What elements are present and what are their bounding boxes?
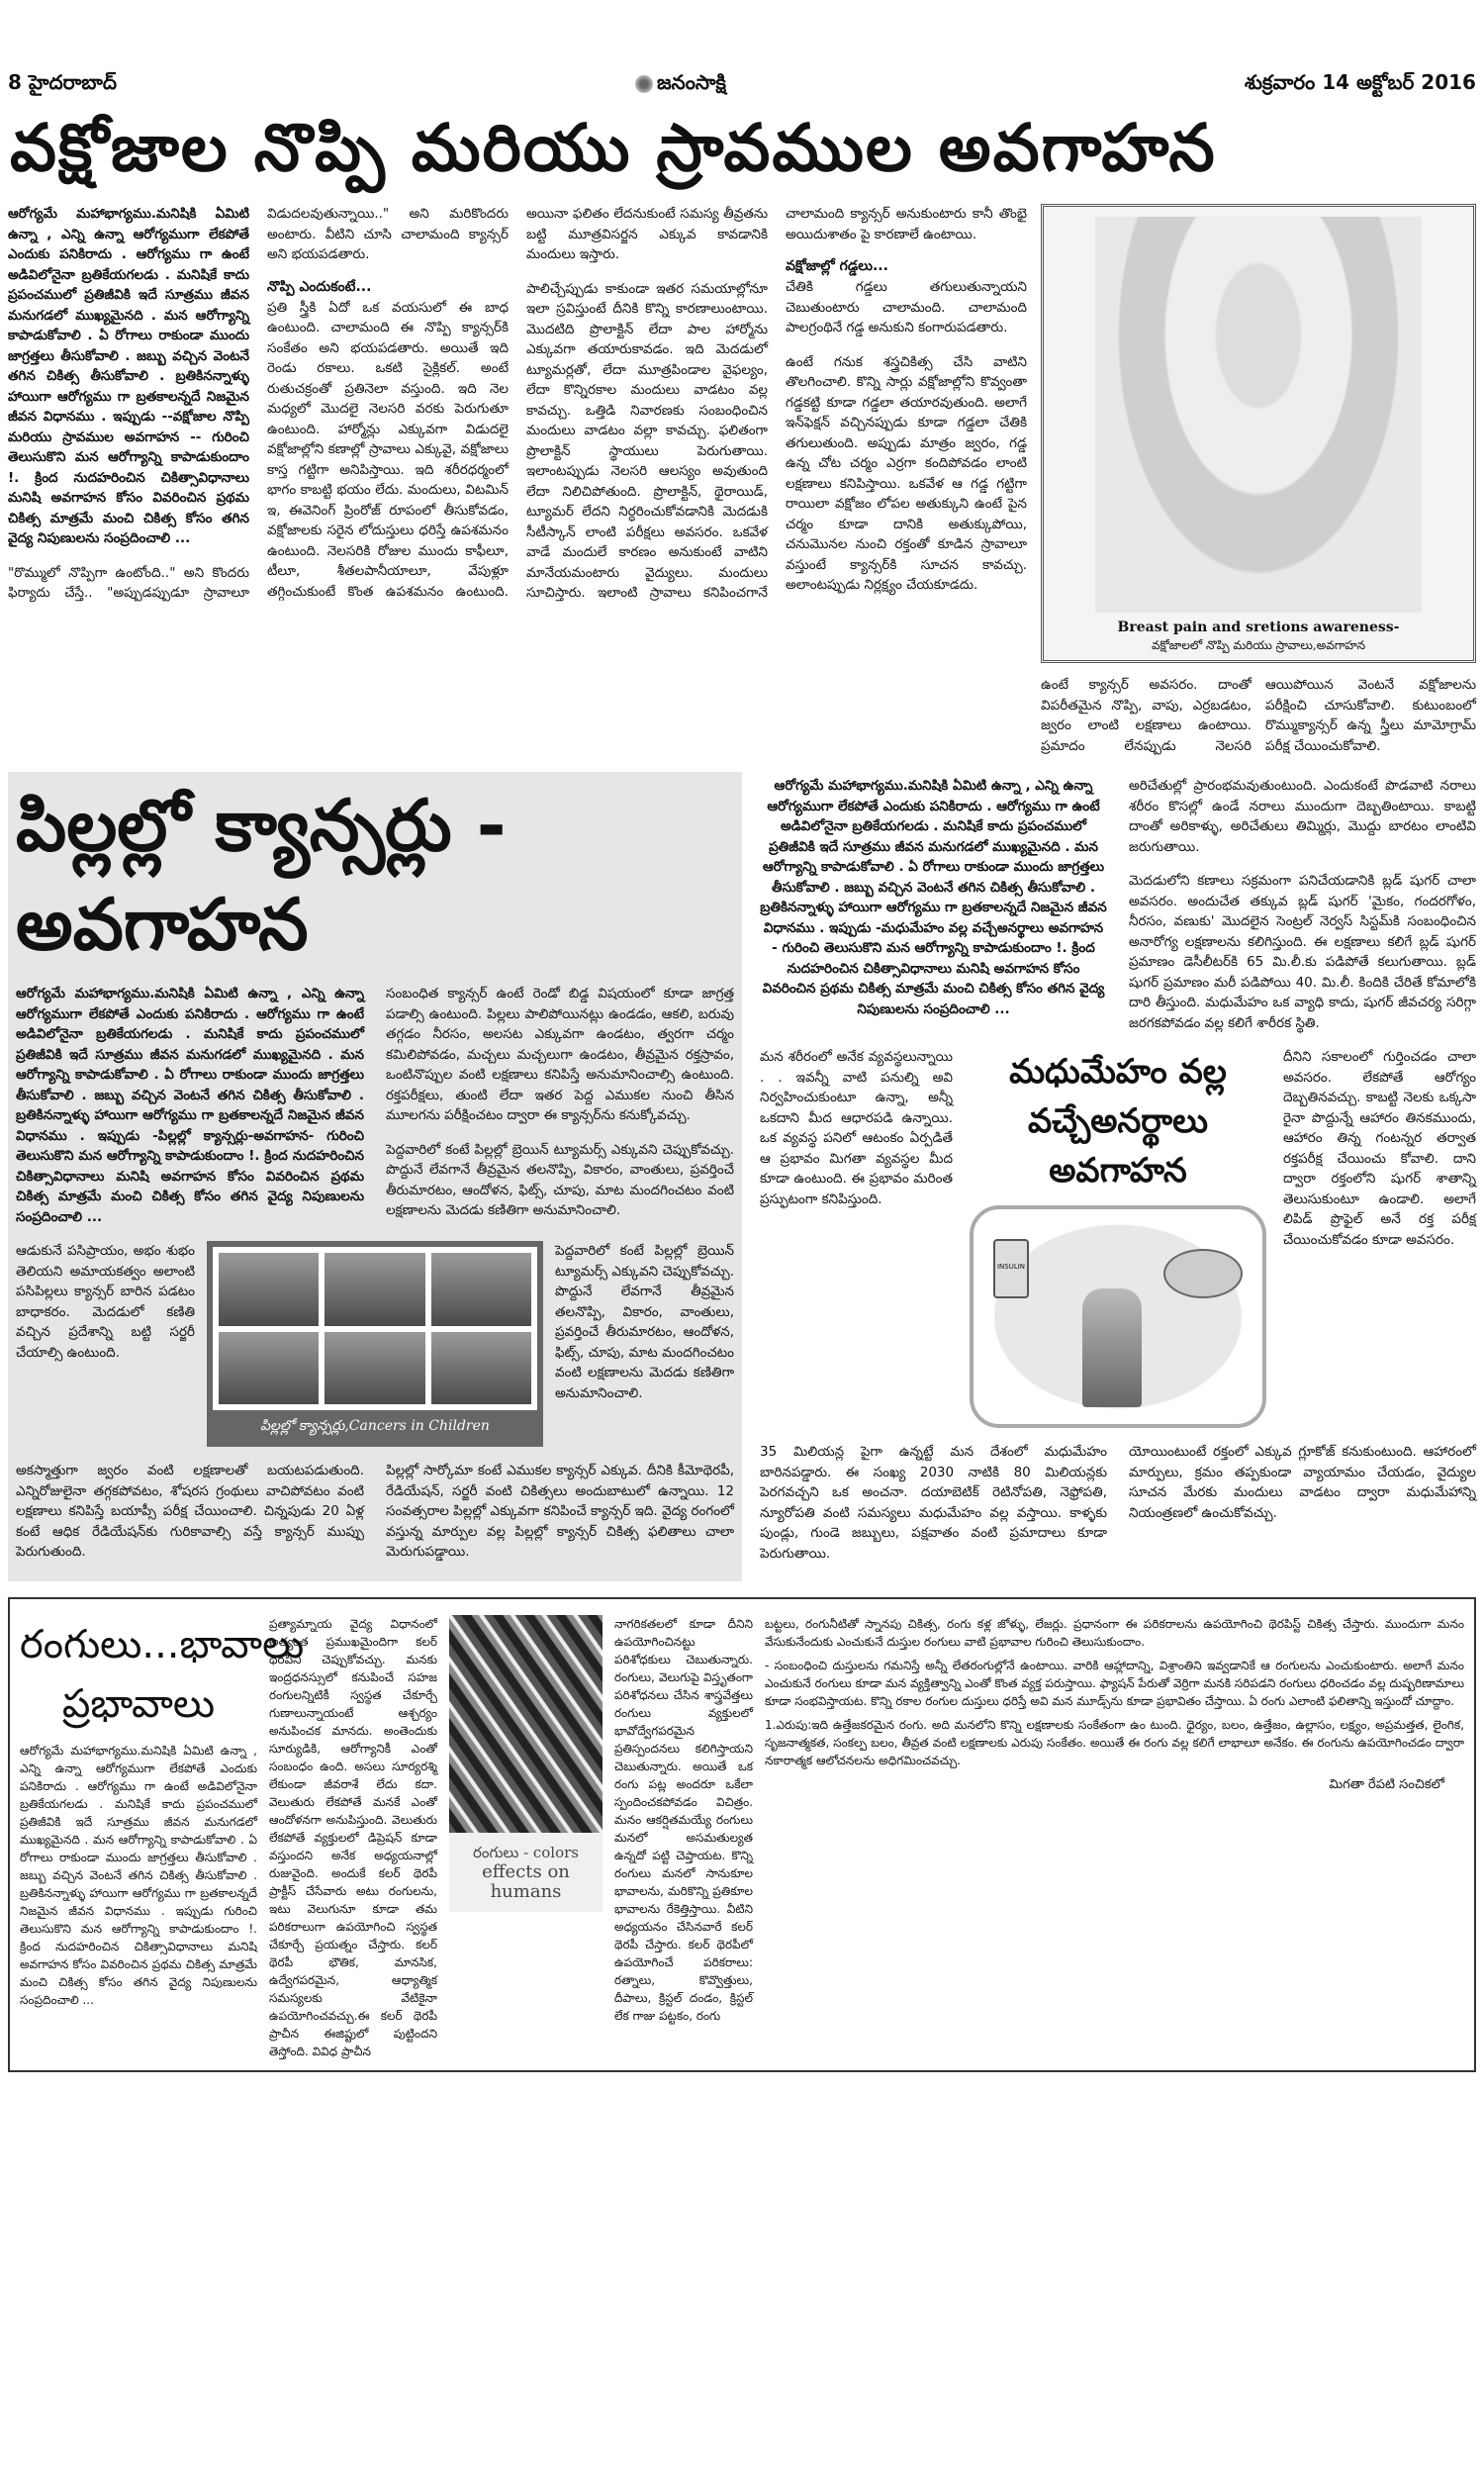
photo: [219, 1253, 319, 1326]
logo-icon: [635, 75, 653, 93]
subhead: వక్షోజాల్లో గడ్డలు...: [786, 258, 888, 274]
image-caption: రంగులు - colors effects on humans: [449, 1833, 603, 1912]
article1: [8, 204, 1476, 756]
article2-headline: పిల్లల్లో క్యాన్సర్లు - అవగాహన: [16, 784, 507, 966]
insulin-bottle-icon: INSULIN: [993, 1239, 1029, 1298]
treadmill-runner-icon: [1082, 1288, 1142, 1407]
newspaper-logo: జనంసాక్షి: [635, 70, 726, 99]
issue-date: శుక్రవారం 14 అక్టోబర్ 2016: [1244, 69, 1476, 94]
image-caption: పిల్లల్లో క్యాన్సర్లు,Cancers in Children: [260, 1418, 490, 1434]
food-plate-icon: [1163, 1249, 1243, 1298]
article1-intro: ఆరోగ్యమే మహాభాగ్యము.మనిషికి ఏమిటి ఉన్నా , ఎన్ని ఉన్నా ఆరోగ్యముగా లేకపోతే ఎందుకు పనికిరాదు . ఆరోగ్యము గా ఉంటే అడివిలోనైనా బ్రతికేయగలడు . మనిషికే కాదు ప్రపంచములో ప్రతిజీవికి ఇదే సూత్రము జీవన మనుగడలో ముఖ్యమైనది . మన ఆరోగ్యాన్ని కాపాడుకోవాలి . ఏ రోగాలు రాకుండా ముందు జాగ్రత్తలు తీసుకోవాలి . జబ్బు వచ్చిన వెంటనే తగిన చికిత్స తీసుకోవాలి . బ్రతికినన్నాళ్ళు హాయిగా ఆరోగ్యము గా బ్రతకాలన్నదే నిజమైన జీవన విధానము . ఇప్పుడు --వక్షోజాల నొప్పి మరియు స్రావముల అవగాహన -- గురించి తెలుసుకొని మన ఆరోగ్యాన్ని కాపాడుకుందాం !. క్రింద నుదహరించిన చికిత్సావిధానాలు మనిషి అవగాహన కోసం వివరించిన ప్రథమ చికిత్స మాత్రమే మంచి చికిత్స కోసం తగిన వైద్య నిపుణులను సంప్రదించాలి ...: [8, 206, 249, 546]
article2-children-cancer: పిల్లల్లో క్యాన్సర్లు - అవగాహన ఆరోగ్యమే మహాభాగ్యము.మనిషికి ఏమిటి ఉన్నా , ఎన్ని ఉన్నా ఆరోగ్యముగా లేకపోతే ఎందుకు పనికిరాదు . ఆరోగ్యము గా ఉంటే అడివిలోనైనా బ్రతికేయగలడు . మనిషికే కాదు ప్రపంచములో ప్రతిజీవికి ఇదే సూత్రము జీవన మనుగడలో ముఖ్యమైనది . మన ఆరోగ్యాన్ని కాపాడుకోవాలి . ఏ రోగాలు రాకుండా ముందు జాగ్రత్తలు తీసుకోవాలి . జబ్బు వచ్చిన వెంటనే తగిన చికిత్స తీసుకోవాలి . బ్రతికినన్నాళ్ళు హాయిగా ఆరోగ్యము గా బ్రతకాలన్నదే నిజమైన జీవన విధానము . ఇప్పుడు -పిల్లల్లో క్యాన్సర్లు-అవగాహన- గురించి తెలుసుకొని మన ఆరోగ్యాన్ని కాపాడుకుందాం !. క్రింద నుదహరించిన చికిత్సావిధానాలు మనిషి అవగాహన కోసం వివరించిన ప్రథమ చికిత్స మాత్రమే మంచి చికిత్స కోసం తగిన వైద్య నిపుణులను సంప్రదించాలి ... సంబంధిత క్యాన్సర్ ఉంటే రెండో బిడ్డ విషయంలో కూడా జాగ్రత్త పడాల్సి ఉంటుంది. పిల్లలు పాలిపోయినట్లు ఉండడం, ఆకలి, బరువు తగ్గడం నీరసం, అలసట ఎక్కువగా ఉండటం, త్వరగా చర్మం కమిలిపోవడం, మచ్చలు మచ్చలుగా ఉండటం, తీవ్రమైన రక్తస్రావం, ఒంటినొప్పుల వంటి లక్షణాలు కనిపిస్తే అనుమానించాల్సి ఉంటుంది. రక్తపరీక్షలు, తుంటి లేదా ఇతర పెద్ద ఎముకల నుంచి తీసిన మూలగను పరీక్షించటం ద్వారా ఈ క్యాన్సర్‌ను కనుక్కోవచ్చు. పెద్దవారిలో కంటే పిల్లల్లో బ్రెయిన్ ట్యూమర్స్ ఎక్కువని చెప్పుకోవచ్చు. పొద్దునే లేవగానే తీవ్రమైన తలనొప్పి, వికారం, వాంతులు, ప్రవర్తించే తీరుమారటం, ఆందోళన, ఫిట్స్, చూపు, మాట మందగించటం వంటి లక్షణాలను మెదడు కణితిగా అనుమానించాలి. ఆడుకునే పసిప్రాయం, అభం శుభం తెలియని అమాయకత్వం అలాంటి పసిపిల్లలు క్యాన్సర్ బారిన పడటం బాధాకరం. మెదడులో కణితి వచ్చిన ప్రదేశాన్ని బట్టి సర్జరీ చేయాల్సి ఉంటుంది. పిల్లల్లో క్యాన్సర్లు,Cancers in Children పెద్దవారిలో కంటే పిల్లల్లో బ్రెయిన్ ట్యూమర్స్ ఎక్కువని చెప్పుకోవచ్చు. పొద్దునే లేవగానే తీవ్రమైన తలనొప్పి, వికారం, వాంతులు, ప్రవర్తించే తీరుమారటం, ఆందోళన, ఫిట్స్, చూపు, మాట మందగించటం వంటి లక్షణాలను మెదడు కణితిగా అనుమానించాలి. అకస్మాత్తుగా జ్వరం వంటి లక్షణాలతో బయటపడుతుంది. ఎన్నిరోజులైనా తగ్గకపోవటం, శోషరస గ్రంథులు వాచిపోవటం వంటి లక్షణాలు కనిపిస్తే బయాప్సీ పరీక్ష చేయించాలి. చిన్నపుడు 20 ఏళ్ల కంటే ఆధిక రేడియేషన్‌కు గురికావాల్సి వస్తే క్యాన్సర్ ముప్పు పెరుగుతుంది. పిల్లల్లో సార్కోమా కంటే ఎముకల క్యాన్సర్ ఎక్కువ. దీనికి కీమోథెరపీ, రేడియేషన్, సర్జరీ వంటి చికిత్సలు అందుబాటులో ఉన్నాయి. 12 సంవత్సరాల పిల్లల్లో ఎక్కువగా కనిపించే క్యాన్సర్ ఇది. వైద్య రంగంలో వస్తున్న మార్పుల వల్ల పిల్లల్లో క్యాన్సర్ చికిత్స ఫలితాలు చాలా మెరుగుపడ్డాయి.: [8, 772, 742, 1581]
diabetes-illustration: [970, 1205, 1266, 1428]
page-label: 8 హైదరాబాద్: [8, 69, 117, 94]
article3-diabetes: ఆరోగ్యమే మహాభాగ్యము.మనిషికి ఏమిటి ఉన్నా , ఎన్ని ఉన్నా ఆరోగ్యముగా లేకపోతే ఎందుకు పనికిరాదు . ఆరోగ్యము గా ఉంటే అడివిలోనైనా బ్రతికేయగలడు . మనిషికే కాదు ప్రపంచములో ప్రతిజీవికి ఇదే సూత్రము జీవన మనుగడలో ముఖ్యమైనది . మన ఆరోగ్యాన్ని కాపాడుకోవాలి . ఏ రోగాలు రాకుండా ముందు జాగ్రత్తలు తీసుకోవాలి . జబ్బు వచ్చిన వెంటనే తగిన చికిత్స తీసుకోవాలి . బ్రతికినన్నాళ్ళు హాయిగా ఆరోగ్యము గా బ్రతకాలన్నదే నిజమైన జీవన విధానము . ఇప్పుడు -మధుమేహం వల్ల వచ్చేఅనర్థాలు అవగాహన - గురించి తెలుసుకొని మన ఆరోగ్యాన్ని కాపాడుకుందాం !. క్రింద నుదహరించిన చికిత్సావిధానాలు మనిషి అవగాహన కోసం వివరించిన ప్రథమ చికిత్స మాత్రమే మంచి చికిత్స కోసం తగిన వైద్య నిపుణులను సంప్రదించాలి ... అరిచేతుల్లో ప్రారంభమవుతుంటుంది. ఎందుకంటే పొడవాటి నరాలు శరీరం కొసల్లో ఉండే నరాలు ముందుగా దెబ్బతింటాయి. కాబట్టి దాంతో అరికాళ్ళు, అరిచేతులు తిమ్మిర్లు, మొద్దు బారటం లాంటివి జరుగుతాయి. మెదడులోని కణాలు సక్రమంగా పనిచేయడానికి బ్లడ్ షుగర్ చాలా అవసరం. అందుచేత తక్కువ బ్లడ్ షుగర్ 'మైకం, గందరగోళం, నీరసం, వణుకు' మొదలైన సెంట్రల్ నెర్వస్ సిస్టమ్‌కి సంబంధించిన అనారోగ్య లక్షణాలను కలిగిస్తుంది. ఈ లక్షణాలు కలిగే బ్లడ్ షుగర్ ప్రమాణం డెసీలీటర్‌కి 65 మి.లీ.కు పడిపోతే కలుగుతాయి. బ్లడ్ షుగర్ ప్రమాణం మరీ పడిపోయి 40. మి.లీ. కిందికి చేరితే కోమాలోకి దారి తీస్తుంది. మధుమేహం ఒక వ్యాధి కాదు, షుగర్ జీవచర్య సరిగ్గా జరగకపోవడం వల్ల కలిగే శారీరక స్థితి. మన శరీరంలో అనేక వ్యవస్థలున్నాయి . . ఇవన్నీ వాటి పనుల్ని అవి నిర్వహించుకుంటూ ఉన్నా, అన్నీ ఒకదాని మీద ఆధారపడి ఉన్నాయి. ఒక వ్యవస్థ పనిలో ఆటంకం ఏర్పడితే ఆ ప్రభావం మిగతా వ్యవస్థల మీద కూడా ఉంటుంది. ఈ ప్రభావం మరింత ప్రస్ఫుటంగా కనిపిస్తుంది. మధుమేహం వల్ల వచ్చేఅనర్థాలు అవగాహన INSULIN దీనిని సకాలంలో గుర్తించడం చాలా అవసరం. లేకపోతే ఆరోగ్యం దెబ్బతినవచ్చు. కాబట్టి నెలకు ఒక్కసా రైనా పొద్దున్నే ఆహారం తినకముందు, ఆహారం తిన్న గంటన్నర తర్వాత రక్తపరీక్ష చేయించు కోవాలి. దాని ద్వారా రక్తంలోని షుగర్ శాతాన్ని తెలుసుకుంటూ ఉండాలి. అలాగే లిపిడ్ ప్రొఫైల్ అనే రక్త పరీక్ష చేయించుకోవడం కూడా అవసరం. 35 మిలియన్ల పైగా ఉన్నట్టే మన దేశంలో మధుమేహం బారినపడ్డారు. ఈ సంఖ్య 2030 నాటికి 80 మిలియన్లకు పెరగవచ్చని ఒక అంచనా. దయాబెటిక్ రెటినోపతి, నెఫ్రోపతి, న్యూరోపతి వంటి సమస్యలు మధుమేహం వల్ల వస్తాయి. కాళ్ళకు పుండ్లు, గుండె జబ్బులు, పక్షవాతం వంటి ప్రమాదాలు కూడా పెరుగుతాయి. యోయింటుంటే రక్తంలో ఎక్కువ గ్లూకోజ్ కనుకుంటుంది. ఆహారంలో మార్పులు, క్రమం తప్పకుండా వ్యాయామం చేయడం, వైద్యుల సూచన మేరకు మందులు వాడటం ద్వారా మధుమేహాన్ని నియంత్రణలో ఉంచుకోవచ్చు.: [760, 778, 1476, 1562]
article1-right-column: ఉంటే క్యాన్సర్‌ అవసరం. దాంతో విపరీతమైన నొప్పి, వాపు, ఎర్రబడటం, జ్వరం లాంటి లక్షణాలు ఉంటాయి. ప్రమాదం లేనప్పుడు నెలసరి ఆయిపోయిన వెంటనే వక్షోజాలను పరీక్షించి చూసుకోవాలి. కుటుంబంలో రొమ్ముక్యాన్సర్ ఉన్న స్త్రీలు మామోగ్రామ్ పరీక్ష చేయించుకోవాలి.: [1041, 677, 1476, 754]
children-cancer-photo-collage: [207, 1241, 543, 1447]
article4-headline: రంగులు...భావాలు ప్రభావాలు: [20, 1621, 305, 1727]
breast-awareness-illustration: [1041, 204, 1476, 663]
photo: [325, 1253, 424, 1326]
image-caption: Breast pain and sretions awareness- వక్షోజాలలో నొప్పి మరియు స్రావాలు,అవగాహన: [1117, 619, 1400, 652]
photo: [325, 1332, 424, 1405]
masthead: [8, 69, 1476, 99]
article1-headline: వక్షోజాల నొప్పి మరియు స్రావముల అవగాహన: [10, 110, 1217, 186]
article3-headline: మధుమేహం వల్ల వచ్చేఅనర్థాలు అవగాహన: [1009, 1052, 1227, 1190]
photo: [431, 1332, 531, 1405]
woman-illustration: [1095, 217, 1422, 613]
article1-body: ఆరోగ్యమే మహాభాగ్యము.మనిషికి ఏమిటి ఉన్నా , ఎన్ని ఉన్నా ఆరోగ్యముగా లేకపోతే ఎందుకు పనికిరాదు . ఆరోగ్యము గా ఉంటే అడివిలోనైనా బ్రతికేయగలడు . మనిషికే కాదు ప్రపంచములో ప్రతిజీవికి ఇదే సూత్రము జీవన మనుగడలో ముఖ్యమైనది . మన ఆరోగ్యాన్ని కాపాడుకోవాలి . ఏ రోగాలు రాకుండా ముందు జాగ్రత్తలు తీసుకోవాలి . జబ్బు వచ్చిన వెంటనే తగిన చికిత్స తీసుకోవాలి . బ్రతికినన్నాళ్ళు హాయిగా ఆరోగ్యము గా బ్రతకాలన్నదే నిజమైన జీవన విధానము . ఇప్పుడు --వక్షోజాల నొప్పి మరియు స్రావముల అవగాహన -- గురించి తెలుసుకొని మన ఆరోగ్యాన్ని కాపాడుకుందాం !. క్రింద నుదహరించిన చికిత్సావిధానాలు మనిషి అవగాహన కోసం వివరించిన ప్రథమ చికిత్స మాత్రమే మంచి చికిత్స కోసం తగిన వైద్య నిపుణులను సంప్రదించాలి ... "రొమ్ములో నొప్పిగా ఉంటోంది.." అని కొందరు ఫిర్యాదు చేస్తే.. "అప్పుడప్పుడూ స్రావాలూ విడుదలవుతున్నాయి.." అని మరికొందరు అంటారు. వీటిని చూసి చాలామంది క్యాన్సర్ అని భయపడతారు. నొప్పి ఎందుకంటే... ప్రతి స్త్రీకి ఏదో ఒక వయసులో ఈ బాధ ఉంటుంది. చాలామంది ఈ నొప్పి క్యాన్సర్‌కి సంకేతం అని భయపడతారు. అయితే ఇది రెండు రకాలు. ఒకటి సైక్లికల్. అంటే రుతుచక్రంతో ప్రతినెలా వస్తుంది. ఇది నెల మధ్యలో మొదలై నెలసరి వరకు పెరుగుతూ ఉంటుంది. హార్మోన్లు ఎక్కువగా విడుదలై వక్షోజాల్లోని కణాల్లో స్రావాలు ఎక్కువై, వక్షోజాలు కాస్త గట్టిగా అనిపిస్తాయి. ఇది శరీరధర్మంలో భాగం కాబట్టి భయం లేదు. మందులు, విటమిన్ ఇ, ఈవెనింగ్ ప్రింరోజ్ రూపంలో తీసుకోవడం, వక్షోజాలకు సరైన లోదుస్తులు ధరిస్తే ఉపశమనం ఉంటుంది. నెలసరికి రోజుల ముందు కాఫీలూ, టీలూ, శీతలపానీయాలూ, వేపుళ్లూ తగ్గించుకుంటే కొంత ఉపశమనం ఉంటుంది. అయినా ఫలితం లేదనుకుంటే సమస్య తీవ్రతను బట్టి మూత్రవిసర్జన ఎక్కువ కావడానికి మందులు ఇస్తారు. పాలిచ్చేప్పుడు కాకుండా ఇతర సమయాల్లోనూ ఇలా స్రవిస్తుంటే దీనికి కొన్ని కారణాలుంటాయి. మొదటిది ప్రొలాక్టిన్ లేదా పాల హార్మోను ఎక్కువగా తయారుకావడం. ఇది మెదడులో ట్యూమర్లతో, లేదా మూత్రపిండాల వైఫల్యం, లేదా కొన్నిరకాల మందులు వాడటం వల్ల కావచ్చు. ఒత్తిడి నివారణకు సంబంధించిన మందులు వాడటం వల్లా కావచ్చు. ఫలితంగా ప్రొలాక్టిన్ స్థాయులు పెరుగుతాయి. ఇలాంటప్పుడు నెలసరి ఆలస్యం అవుతుంది లేదా నిలిచిపోతుంది. ప్రొలాక్టిన్, థైరాయిడ్, ట్యూమర్ లేదని నిర్ధరించుకోవడానికి మెదడుకి సీటీస్కాన్ లాంటి పరీక్షలు అవసరం. ఒకవేళ వాడే మందులే కారణం అనుకుంటే వాటిని మానేయమంటారు వైద్యులు. మందులు సూచిస్తారు. ఇలాంటి స్రావాలు కనిపించగానే చాలామంది క్యాన్సర్ అనుకుంటారు కానీ తొంభై అయిదుశాతం పై కారణాలే ఉంటాయి. వక్షోజాల్లో గడ్డలు... చేతికి గడ్డలు తగులుతున్నాయని చెబుతుంటారు చాలామంది. చాలామంది పాలగ్రంథినే గడ్డ అనుకుని కంగారుపడతారు. ఉంటే గనుక శస్త్రచికిత్స చేసి వాటిని తొలగించాలి. కొన్ని సార్లు వక్షోజాల్లోని కొవ్వంతా గడ్డకట్టి కూడా గడ్డలా తయారవుతుంది. అలాగే ఇన్‌ఫెక్షన్ వచ్చినప్పుడు కూడా గడ్డలా చేతికి తగులుతుంది. అప్పుడు మాత్రం జ్వరం, గడ్డ ఉన్న చోట చర్మం ఎర్రగా కందిపోవడం లాంటి లక్షణాలు కనిపిస్తాయి. ఒకవేళ ఆ గడ్డ గట్టిగా రాయిలా వక్షోజం లోపల అతుక్కుని ఉంటే పైన చర్మం కూడా దానికి అతుక్కుపోయి, చనుమొనల నుంచి రక్తంతో కూడిన స్రావాలూ వస్తుంటే క్యాన్సర్‌కి సూచన కావచ్చు. అలాంటప్పుడు నిర్లక్ష్యం చేయకూడదు.: [8, 206, 1027, 601]
colors-abstract-image: [449, 1615, 603, 1912]
article4-colors: రంగులు...భావాలు ప్రభావాలు ఆరోగ్యమే మహాభాగ్యము.మనిషికి ఏమిటి ఉన్నా , ఎన్ని ఉన్నా ఆరోగ్యముగా లేకపోతే ఎందుకు పనికిరాదు . ఆరోగ్యము గా ఉంటే అడివిలోనైనా బ్రతికేయగలడు . మనిషికే కాదు ప్రపంచములో ప్రతిజీవికి ఇదే సూత్రము జీవన మనుగడలో ముఖ్యమైనది . మన ఆరోగ్యాన్ని కాపాడుకోవాలి . ఏ రోగాలు రాకుండా ముందు జాగ్రత్తలు తీసుకోవాలి . జబ్బు వచ్చిన వెంటనే తగిన చికిత్స తీసుకోవాలి . బ్రతికినన్నాళ్ళు హాయిగా ఆరోగ్యము గా బ్రతకాలన్నదే నిజమైన జీవన విధానము . ఇప్పుడు గురించి తెలుసుకొని మన ఆరోగ్యాన్ని కాపాడుకుందాం !. క్రింద నుదహరించిన చికిత్సావిధానాలు మనిషి అవగాహన కోసం వివరించిన ప్రథమ చికిత్స మాత్రమే మంచి చికిత్స కోసం తగిన వైద్య నిపుణులను సంప్రదించాలి ... ప్రత్యామ్నాయ వైద్య విధానంలో అత్యంత ప్రముఖమైందిగా కలర్ థెరపీని చెప్పుకోవచ్చు. మనకు ఇంద్రధనస్సులో కనుపించే సహజ రంగులన్నిటికీ స్వస్థత చేకూర్చే గుణాలున్నాయంటే ఆశ్చర్యం అనుపించక మానదు. అంతెందుకు సూర్యుడికి, ఆరోగ్యానికీ ఎంతో సంబంధం ఉంది. అసలు సూర్యరశ్మి లేకుండా జీవరాశే లేదు కదా. వెలుతురు లేకపోతే మనకే ఎంతో ఆందోళనగా అనుపిస్తుంది. వెలుతురు లేకపోతే వ్యక్తులలో డిప్రెషన్ కూడా వస్తుందని అనేక అధ్యయనాల్లో రుజువైంది. అందుకే కలర్ థెరపీ ప్రాక్టీస్ చేసేవారు అటు రంగులను, ఇటు వెలుగునూ కూడా తమ పరికరాలుగా ఉపయోగించి స్వస్థత చేకూర్చే ప్రయత్నం చేస్తారు. కలర్ థెరపీ భౌతిక, మానసిక, ఉద్వేగపరమైన, ఆధ్యాత్మిక సమస్యలకు వేటికైనా ఉపయోగించవచ్చు.ఈ కలర్ థెరపీ ప్రాచీన ఈజిప్టులో పుట్టిందని తెస్తోంది. వివిధ ప్రాచీన రంగులు - colors effects on humans నాగరికతలలో కూడా దీనిని ఉపయోగించినట్టు పరిశోధకులు చెబుతున్నారు. రంగులు, వెలుగుపై విస్తృతంగా పరిశోధనలు చేసిన శాస్త్రవేత్తలు రంగులు వ్యక్తులలో భావోద్వేగపరమైన ప్రతిస్పందనలు కలిగిస్తాయని చెబుతున్నారు. అయితే ఒక రంగు పట్ల అందరూ ఒకేలా స్పందించకపోవడం విచిత్రం. మనం ఆకర్షితమయ్యే రంగులు మనలో అసమతుల్యత ఉన్నదో పట్టి చెప్తాయట. కొన్ని రంగులు మనలో సానుకూల భావాలను, మరికొన్ని ప్రతికూల భావాలను రేకెత్తిస్తాయి. వీటిని అధ్యయనం చేసినవారే కలర్ థెరపీ చేస్తారు. కలర్ థెరపీలో ఉపయోగించే పరికరాలు: రత్నాలు, కొవ్వొత్తులు, దీపాలు, క్రిస్టల్ దండం, క్రిస్టల్ లేక గాజు పట్టకం, రంగు బట్టలు, రంగునీటితో స్నానపు చికిత్స, రంగు కళ్ల జోళ్ళు, లేజర్లు. ప్రధానంగా ఈ పరికరాలను ఉపయోగించి థెరపిస్ట్ చికిత్స చేస్తారు. ముందుగా మనం వేసుకునేందుకు ఎంచుకునే దుస్తుల రంగులు వాటి ప్రభావాల గురించి తెలుసుకుందాం. - సంబంధించి దుస్తులను గమనిస్తే అన్నీ లేతరంగుల్లోనే ఉంటాయి. వారికి ఆహ్లాదాన్ని, విశ్రాంతిని ఇవ్వడానికే ఆ రంగులను ఎంచుకుంటారు. అలాగే మనం ఎంచుకునే రంగులు కూడా మన వ్యక్తిత్వాన్ని ఎంతో కొంత వ్యక్త పరుస్తాయి. ఫ్యాషన్ పేరుతో వెర్రిగా మనకి సరిపడని రంగులు ధరించడం వల్ల దుష్పరిణామాలు కూడా సంభవిస్తాయట. కొన్ని రకాల రంగుల దుస్తులు ధరిస్తే అవి మన మూడ్స్‌ను కూడా ప్రభావితం చేస్తాయి. ఏ రంగు ఎలాంటి ఫలితాన్ని ఇస్తుందో చూద్దాం. 1.ఎరుపు:ఇది ఉత్తేజకరమైన రంగు. అది మనలోని కొన్ని లక్షణాలకు సంకేతంగా ఉం టుంది. ధైర్యం, బలం, ఉత్తేజం, ఉల్లాసం, లక్ష్యం, అప్రమత్తత, లైంగిక, సృజనాత్మకత, సంకల్ప బలం, తీవ్రత వంటి లక్షణాలకు ఎరుపు సంకేతం. అయితే ఈ రంగు వల్ల కలిగే లాభాలూ అనేకం. ఈ రంగును ఉపయోగించడం ద్వారా నకారాత్మక ఆలోచనలను అధిగమించవచ్చు. మిగతా రేపటి సంచికలో: [8, 1597, 1476, 2072]
photo: [219, 1332, 319, 1405]
continued-note: మిగతా రేపటి సంచికలో: [1329, 1776, 1444, 1792]
subhead: నొప్పి ఎందుకంటే...: [267, 278, 372, 295]
photo: [431, 1253, 531, 1326]
